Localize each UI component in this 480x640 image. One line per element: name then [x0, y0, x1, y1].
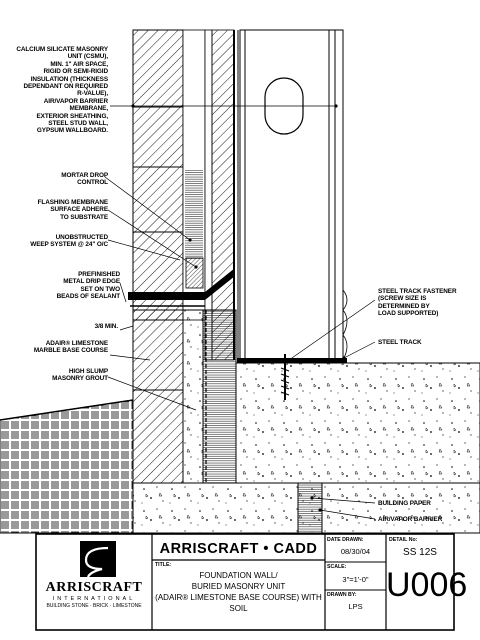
title-caption: TITLE:: [155, 562, 172, 568]
logo-sub: INTERNATIONAL: [52, 596, 136, 602]
title-line-3: (ADAIR® LIMESTONE BASE COURSE) WITH SOIL: [155, 593, 322, 613]
steel-track: [237, 358, 347, 363]
company-heading: ARRISCRAFT • CADD: [159, 541, 318, 557]
logo-tag: BUILDING STONE · BRICK · LIMESTONE: [46, 603, 142, 609]
detail-value: SS 12S: [403, 547, 437, 558]
label-weep: UNOBSTRUCTED WEEP SYSTEM @ 24" O/C: [30, 234, 108, 249]
title-line-1: FOUNDATION WALL/: [199, 571, 278, 580]
scale-value: 3"=1'-0": [342, 575, 369, 584]
label-building-paper: BUILDING PAPER: [378, 500, 431, 507]
title-line-2: BURIED MASONRY UNIT: [191, 582, 286, 591]
label-csmu: CALCIUM SILICATE MASONRY UNIT (CSMU), MIN. 1" AIR SPACE, RIGID OR SEMI-RIGID INSULATION (THICKNESS DEPENDANT ON REQUIRED R-VALUE), AIR/VAPOR BARRIER MEMBRANE, EXTERIOR SHEATHING, STEEL STUD WALL, GYPSUM WALLBOARD.: [16, 46, 108, 135]
label-track-fastener: STEEL TRACK FASTENER (SCREW SIZE IS DETERMINED BY LOAD SUPPORTED): [378, 288, 457, 318]
concrete-slab: [236, 363, 480, 483]
detail-caption: DETAIL No:: [389, 537, 418, 543]
date-value: 08/30/04: [340, 547, 371, 556]
date-caption: DATE DRAWN:: [327, 537, 364, 543]
label-air-vapor-barrier: AIR/VAPOR BARRIER: [378, 516, 443, 523]
drawn-caption: DRAWN BY:: [327, 592, 357, 598]
label-grout: HIGH SLUMP MASONRY GROUT: [52, 368, 108, 383]
label-three-eighths: 3/8 MIN.: [94, 323, 118, 330]
scale-caption: SCALE:: [327, 564, 347, 570]
logo-name: ARRISCRAFT: [45, 580, 143, 595]
label-drip-edge: PREFINISHED METAL DRIP EDGE SET ON TWO BEADS OF SEALANT: [56, 271, 120, 301]
masonry-grout: [183, 310, 203, 483]
limestone-base-course: [133, 310, 183, 483]
label-mortar-drop: MORTAR DROP CONTROL: [61, 172, 108, 187]
csmu-wythe: [133, 30, 183, 320]
sheet-number: U006: [386, 566, 468, 604]
label-steel-track: STEEL TRACK: [378, 339, 422, 346]
soil: [0, 400, 133, 533]
drawing-title: [152, 570, 325, 614]
arriscraft-logo: [80, 541, 116, 577]
drawn-value: LPS: [348, 602, 363, 611]
label-limestone: ADAIR® LIMESTONE MARBLE BASE COURSE: [33, 340, 108, 355]
label-flashing: FLASHING MEMBRANE SURFACE ADHERE TO SUBSTRATE: [37, 199, 108, 221]
